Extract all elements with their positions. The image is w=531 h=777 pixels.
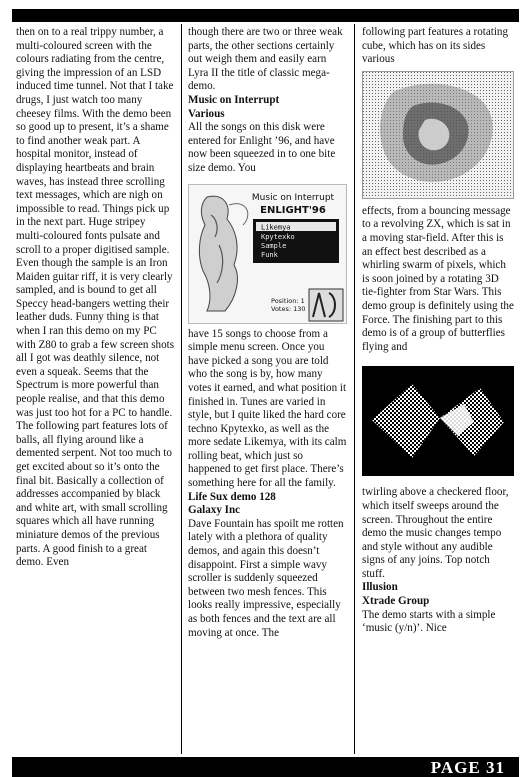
- review-author: Xtrade Group: [362, 595, 430, 608]
- page-number: PAGE 31: [430, 758, 505, 777]
- menu-item: Likemya: [261, 223, 291, 232]
- body-text: effects, from a bouncing message to a revolving ZX, which is sat in a moving star-field. After this is an effect best described as a whirling swarm of pixels, which is soon joined by a rotating 3D tie-fighter from Star Wars. This demo group is definitely using the Force. The finishing part to this demo is of a group of butterflies flying and: [362, 204, 514, 353]
- column-3: [362, 26, 514, 754]
- screenshot-subtitle: ENLIGHT'96: [260, 204, 326, 216]
- section-heading: [188, 94, 347, 121]
- screenshot-footer: Position: 1: [271, 296, 305, 305]
- column-2: [188, 26, 347, 754]
- body-text: then on to a real trippy number, a multi-coloured screen with the colours radiating from the centre, giving the impression of an LSD induced time tunnel. Not that I take drugs, I just watch too many cheesey films. With the demo been so good up to present, it’s a shame to find another weak part. A hospital monitor, instead of displaying heartbeats and brain waves, has instead three scrolling text messages, which are nigh on impossible to read. Things pick up in the next part. Huge stripey multi-coloured fonts pulsate and scroll to a proper digitised sample. Even though the sample is an Iron Maiden guitar riff, it is very clearly sampled, and is bound to get all Speccy head-bangers wetting their leather duds. Funny thing is that when I ran this demo on my PC with Z80 to grab a few screen shots all I got was deathly silence, not even a squeak. Seems that the Spectrum is more powerful than people realise, and that this demo was just too hot for a PC to handle. The following part features lots of balls, all flying around like a demented serpent. Not too much to get excited about so it’s onto the final bit. Basically a collection of addresses accompanied by black and white art, with small scrolling squares which all have running miniature demos of the previous parts. A good finish to a great demo. Even: [16, 26, 175, 569]
- body-text: have 15 songs to choose from a simple menu screen. Once you have picked a song you are told who the song is by, how many votes it earned, and what position it finished in. Tunes are varied in style, but I quite liked the hard core techno Kpytexko, as well as the more sedate Likemya, with its calm rolling beat, which just so happened to get first place. There’s something here for all the family.: [188, 327, 347, 490]
- screenshot-footer: Votes: 130: [271, 304, 306, 313]
- review-author: Various: [188, 107, 225, 120]
- menu-item: Kpytexko: [261, 232, 295, 241]
- review-title: Music on Interrupt: [188, 93, 280, 106]
- body-text: twirling above a checkered floor, which itself sweeps around the screen. Throughout the entire demo the music changes tempo and style without any audible signs of any joins. Top notch stuff.: [362, 486, 509, 580]
- body-text: The demo starts with a simple ‘music (y/n)’. Nice: [362, 608, 496, 635]
- review-title: Illusion: [362, 581, 398, 594]
- body-text: All the songs on this disk were entered for Enlight ’96, and have now been squeezed in to one bite size demo. You: [188, 121, 336, 174]
- music-demo-screenshot: [188, 184, 347, 324]
- column-1: [16, 26, 175, 754]
- menu-item: Funk: [261, 250, 278, 259]
- screenshot-title: Music on Interrupt: [251, 192, 335, 203]
- body-text: following part features a rotating cube, which has on its sides various: [362, 26, 509, 66]
- butterfly-demo-screenshot: [362, 366, 514, 476]
- column-rule: [354, 24, 355, 754]
- review-author: Galaxy Inc: [188, 504, 241, 517]
- section-heading: [188, 491, 347, 518]
- top-bar: [12, 9, 519, 22]
- column-rule: [181, 24, 182, 754]
- menu-item: Sample: [261, 241, 287, 250]
- body-text: though there are two or three weak parts, the other sections certainly out weigh them and easily earn Lyra II the title of classic mega-demo.: [188, 26, 343, 93]
- cube-demo-screenshot: [362, 71, 514, 199]
- body-text: Dave Fountain has spoilt me rotten lately with a plethora of quality demos, and again this doesn’t disappoint. First a simple wavy scroller is suddenly squeezed between two mesh fences. This looks really impressive, especially as both fences and the text are all moving at once. The: [188, 517, 344, 639]
- page-footer-bar: [12, 757, 519, 777]
- review-title: Life Sux demo 128: [188, 490, 276, 503]
- section-heading: [362, 581, 514, 608]
